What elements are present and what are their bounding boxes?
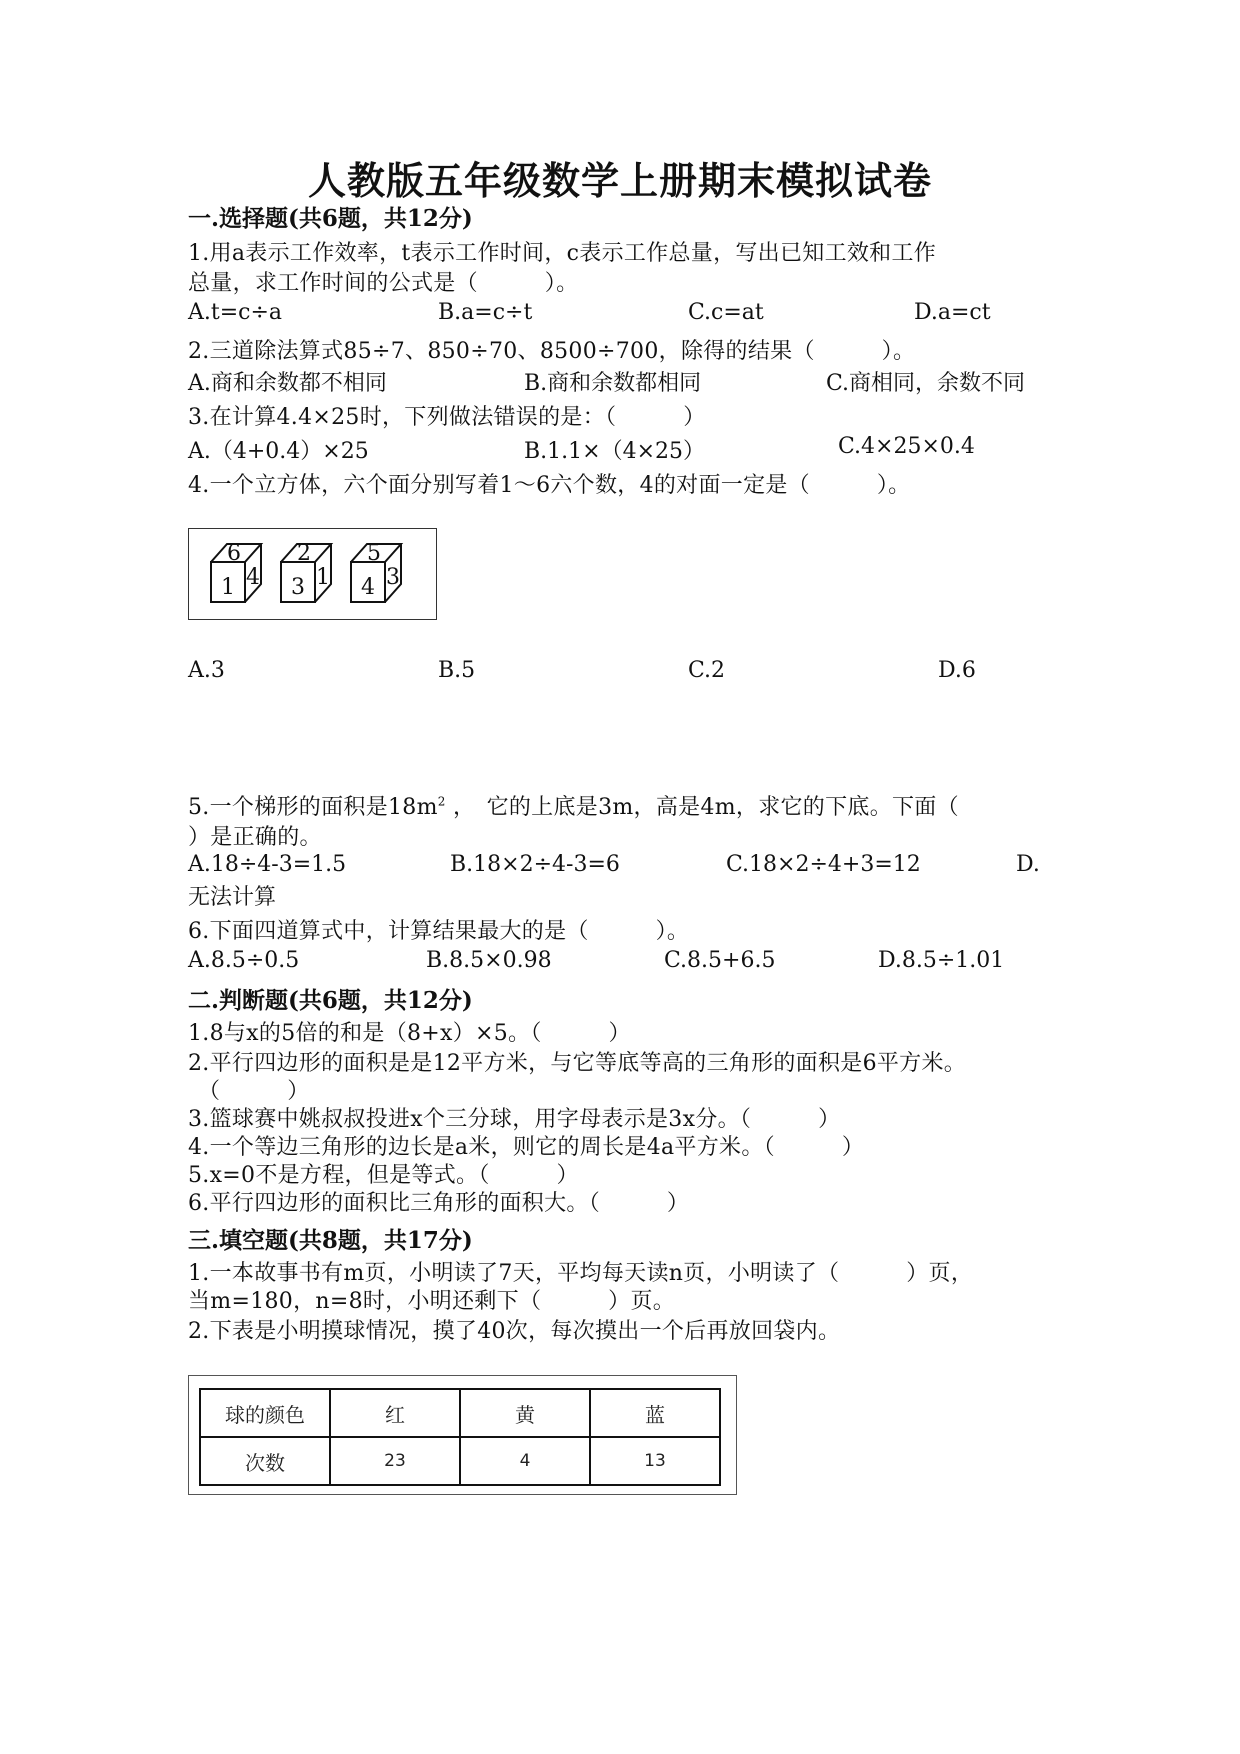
superscript: 2 [437, 794, 446, 809]
cube1-top-label: 6 [227, 541, 241, 566]
option-c: C.商相同，余数不同 [826, 371, 1026, 396]
cube1-side-label: 4 [246, 565, 260, 590]
judgement-item: 5.x=0不是方程，但是等式。（ ） [188, 1163, 579, 1188]
table-cell: 次数 [200, 1437, 330, 1485]
judgement-item: 3.篮球赛中姚叔叔投进x个三分球，用字母表示是3x分。（ ） [188, 1107, 841, 1132]
judgement-item: 6.平行四边形的面积比三角形的面积大。（ ） [188, 1191, 690, 1216]
table-cell: 蓝 [590, 1389, 720, 1437]
judgement-item: （ ） [198, 1079, 310, 1104]
cube2-front-label: 3 [291, 575, 305, 600]
question-text: ）是正确的。 [188, 825, 322, 850]
section-heading-fill-blank: 三.填空题(共8题，共17分) [188, 1227, 473, 1254]
table-row [200, 1389, 720, 1437]
question-text: 2.下表是小明摸球情况，摸了40次，每次摸出一个后再放回袋内。 [188, 1319, 841, 1344]
option-b: B.a=c÷t [438, 300, 533, 325]
question-text: 4.一个立方体，六个面分别写着1～6六个数，4的对面一定是（ ）。 [188, 473, 911, 498]
question-text: 1.用a表示工作效率，t表示工作时间，c表示工作总量，写出已知工效和工作 [188, 241, 937, 266]
option-a: A.商和余数都不相同 [188, 371, 387, 396]
cube3-top-label: 5 [367, 541, 381, 566]
table-cell: 球的颜色 [200, 1389, 330, 1437]
page-title: 人教版五年级数学上册期末模拟试卷 [307, 158, 932, 203]
option-d-continued: 无法计算 [188, 885, 277, 910]
option-d: D.6 [938, 658, 976, 683]
ball-table [199, 1388, 721, 1486]
cube-drawing [189, 529, 436, 619]
question-text: 当m=180，n=8时，小明还剩下（ ）页。 [188, 1289, 676, 1314]
question-text [188, 790, 959, 821]
option-d: D.a=ct [914, 300, 991, 325]
option-d: D.8.5÷1.01 [878, 948, 1005, 973]
option-b: B.5 [438, 658, 476, 683]
question-text-part: ， 它的上底是3m，高是4m，求它的下底。下面（ [445, 795, 959, 820]
question-text: 1.一本故事书有m页，小明读了7天，平均每天读n页，小明读了（ ）页， [188, 1261, 974, 1286]
question-text: 3.在计算4.4×25时，下列做法错误的是：（ ） [188, 405, 706, 430]
option-a: A.（4+0.4）×25 [188, 439, 369, 464]
option-b: B.商和余数都相同 [524, 371, 702, 396]
table-cell: 黄 [460, 1389, 590, 1437]
section-heading-choice: 一.选择题(共6题，共12分) [188, 205, 473, 232]
option-b: B.18×2÷4-3=6 [450, 852, 620, 877]
cube2-top-label: 2 [297, 541, 311, 566]
option-a: A.3 [188, 658, 225, 683]
cube3-side-label: 3 [386, 565, 400, 590]
option-d: D. [1016, 852, 1040, 877]
table-cell: 红 [330, 1389, 460, 1437]
option-a: A.t=c÷a [188, 300, 283, 325]
question-text: 2.三道除法算式85÷7、850÷70、8500÷700，除得的结果（ ）。 [188, 339, 916, 364]
option-b: B.1.1×（4×25） [524, 439, 706, 464]
option-a: A.8.5÷0.5 [188, 948, 300, 973]
judgement-item: 4.一个等边三角形的边长是a米，则它的周长是4a平方米。（ ） [188, 1135, 865, 1160]
cube3-front-label: 4 [361, 575, 375, 600]
table-cell: 13 [590, 1437, 720, 1485]
table-cell: 4 [460, 1437, 590, 1485]
ball-table-frame [188, 1375, 737, 1495]
judgement-item: 2.平行四边形的面积是是12平方米，与它等底等高的三角形的面积是6平方米。 [188, 1051, 967, 1076]
option-c: C.2 [688, 658, 726, 683]
option-c: C.8.5+6.5 [664, 948, 776, 973]
section-heading-judgement: 二.判断题(共6题，共12分) [188, 987, 473, 1014]
judgement-item: 1.8与x的5倍的和是（8+x）×5。（ ） [188, 1021, 631, 1046]
cube2-side-label: 1 [316, 565, 330, 590]
option-c: C.18×2÷4+3=12 [726, 852, 921, 877]
table-cell: 23 [330, 1437, 460, 1485]
question-text: 总量，求工作时间的公式是（ ）。 [188, 271, 579, 296]
question-text-part: 5.一个梯形的面积是18m [188, 795, 438, 820]
option-c: C.4×25×0.4 [838, 434, 975, 459]
cube1-front-label: 1 [221, 575, 235, 600]
cube-figure [188, 528, 437, 620]
option-b: B.8.5×0.98 [426, 948, 552, 973]
table-row [200, 1437, 720, 1485]
option-c: C.c=at [688, 300, 764, 325]
question-text: 6.下面四道算式中，计算结果最大的是（ ）。 [188, 919, 690, 944]
option-a: A.18÷4-3=1.5 [188, 852, 347, 877]
